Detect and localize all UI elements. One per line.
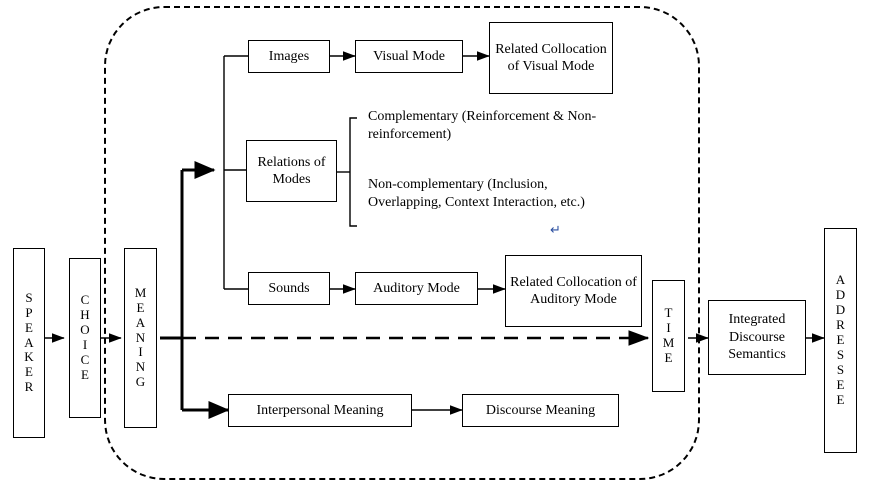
complementary-note: Complementary (Reinforcement & Non-reinforcement) — [368, 109, 597, 143]
choice-box — [69, 258, 101, 418]
time-label: T I M E — [662, 305, 675, 365]
relations-of-modes-box — [246, 140, 337, 202]
sounds-box — [248, 272, 330, 305]
speaker-box — [13, 248, 45, 438]
integrated-discourse-semantics-label: Integrated Discourse Semantics — [728, 312, 786, 363]
time-box — [652, 280, 685, 392]
addressee-label: A D D R E S S E E — [835, 272, 846, 407]
choice-label: C H O I C E — [80, 292, 90, 382]
auditory-mode-label: Auditory Mode — [373, 280, 460, 296]
discourse-meaning-label: Discourse Meaning — [485, 402, 596, 418]
non-complementary-note: Non-complementary (Inclusion, Overlapping, Context Interaction, etc.) — [368, 177, 585, 211]
related-collocation-visual-label: Related Collocation of Visual Mode — [495, 41, 607, 74]
speaker-label: S P E A K E R — [24, 289, 34, 395]
meaning-box — [124, 248, 157, 428]
paragraph-mark-icon: ↵ — [550, 222, 561, 237]
related-collocation-visual-box — [489, 22, 613, 94]
related-collocation-auditory-box — [505, 255, 642, 327]
discourse-meaning-box — [462, 394, 619, 427]
visual-mode-box — [355, 40, 463, 73]
sounds-label: Sounds — [268, 280, 310, 296]
meaning-label: M E A N I N G — [134, 284, 147, 390]
integrated-discourse-semantics-box — [708, 300, 806, 375]
relations-of-modes-label: Relations of Modes — [257, 154, 326, 187]
images-box — [248, 40, 330, 73]
images-label: Images — [268, 48, 310, 64]
addressee-box — [824, 228, 857, 453]
auditory-mode-box — [355, 272, 478, 305]
related-collocation-auditory-label: Related Collocation of Auditory Mode — [510, 274, 637, 307]
interpersonal-meaning-box — [228, 394, 412, 427]
interpersonal-meaning-label: Interpersonal Meaning — [256, 402, 384, 418]
visual-mode-label: Visual Mode — [373, 48, 445, 64]
